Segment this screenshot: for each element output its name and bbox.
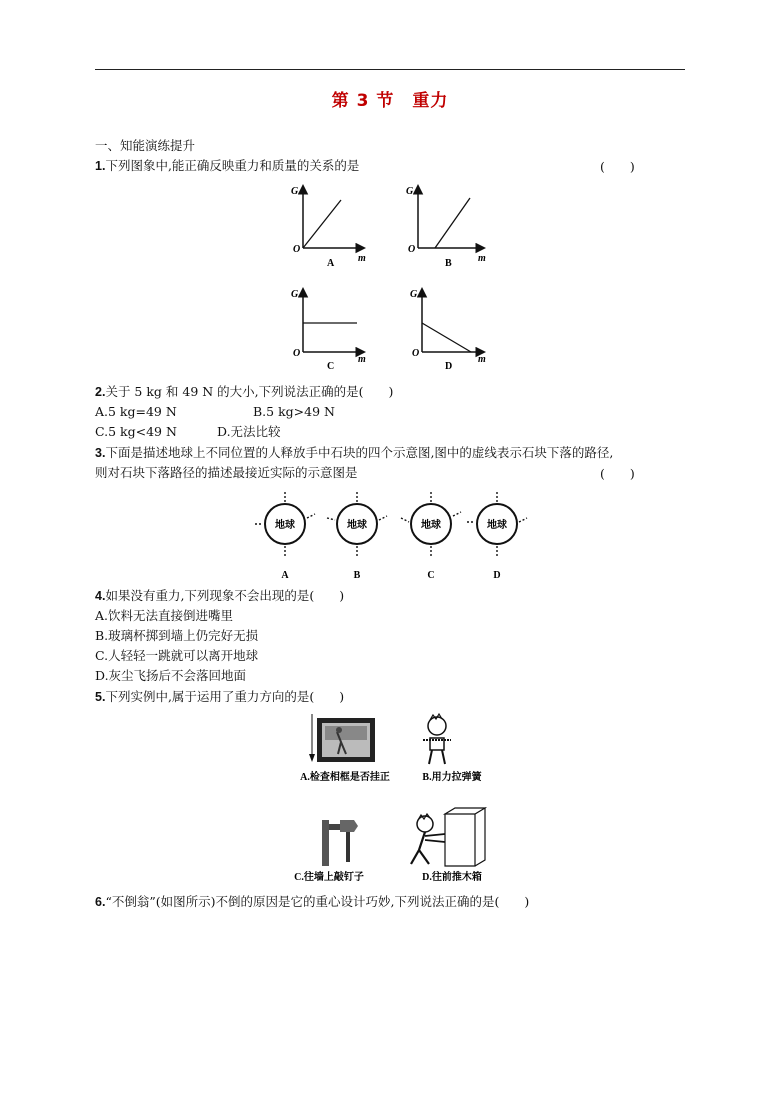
graph-b <box>406 186 486 269</box>
question-2 <box>95 383 393 401</box>
globe-b <box>327 492 387 581</box>
globe-label: D <box>493 570 501 581</box>
answer-paren-1: ( ) <box>600 159 635 174</box>
picture-frame-with-plumb-line <box>300 714 390 783</box>
question-5 <box>95 688 344 706</box>
globe-label: B <box>353 570 361 581</box>
question-3-line-2: 则对石块下落路径的描述最接近实际的示意图是 <box>95 465 358 480</box>
question-number: 6. <box>95 895 106 909</box>
origin-label: O <box>408 244 416 255</box>
axis-label-m: m <box>478 253 486 264</box>
graph-d <box>410 289 486 370</box>
q5-pictures-figure <box>285 712 500 892</box>
caption-a: A.检查相框是否挂正 <box>300 772 390 783</box>
graph-label: B <box>445 258 452 269</box>
question-number: 4. <box>95 589 106 603</box>
globe-text: 地球 <box>487 520 507 531</box>
question-text: 下列实例中,属于运用了重力方向的是( ) <box>105 689 345 704</box>
option-d: D.灰尘飞扬后不会落回地面 <box>95 668 247 683</box>
axis-label-g: G <box>291 289 299 300</box>
origin-label: O <box>293 348 301 359</box>
graph-c <box>291 289 366 370</box>
axis-label-g: G <box>410 289 418 300</box>
axis-label-g: G <box>406 186 414 197</box>
globe-text: 地球 <box>275 520 295 531</box>
question-6 <box>95 893 529 911</box>
q2-options-row-1 <box>95 403 335 421</box>
globe-a <box>255 492 315 581</box>
person-pushing-box <box>411 808 485 883</box>
question-text: 关于 5 kg 和 49 N 的大小,下列说法正确的是( ) <box>105 384 394 399</box>
question-text: “不倒翁”(如图所示)不倒的原因是它的重心设计巧妙,下列说法正确的是( ) <box>105 894 530 909</box>
q2-options-row-2 <box>95 423 281 441</box>
answer-paren-3: ( ) <box>600 466 635 481</box>
graph-label: C <box>327 361 335 370</box>
question-text-line-1: 下面是描述地球上不同位置的人释放手中石块的四个示意图,图中的虚线表示石块下落的路径, <box>105 445 614 460</box>
question-number: 2. <box>95 385 106 399</box>
hammer-and-wall <box>294 820 364 883</box>
person-pulling-spring <box>422 714 482 783</box>
caption-d: D.往前推木箱 <box>422 872 482 883</box>
question-number: 1. <box>95 159 106 173</box>
origin-label: O <box>412 348 420 359</box>
option-a: A.5 kg=49 N <box>95 404 177 419</box>
axis-label-m: m <box>478 354 486 365</box>
question-text: 下列图象中,能正确反映重力和质量的关系的是 <box>105 158 360 173</box>
q1-graphs-figure <box>285 182 495 370</box>
question-number: 3. <box>95 446 106 460</box>
graph-label: A <box>327 258 335 269</box>
axis-label-m: m <box>358 354 366 365</box>
globe-c <box>401 492 461 581</box>
question-text: 如果没有重力,下列现象不会出现的是( ) <box>105 588 345 603</box>
section-heading: 一、知能演练提升 <box>95 138 196 153</box>
axis-label-m: m <box>358 253 366 264</box>
option-c: C.5 kg<49 N <box>95 424 177 439</box>
graph-label: D <box>445 361 453 370</box>
option-b: B.5 kg>49 N <box>253 404 335 419</box>
globe-text: 地球 <box>347 520 367 531</box>
question-3 <box>95 444 613 462</box>
caption-b: B.用力拉弹簧 <box>422 772 482 783</box>
question-1 <box>95 157 359 175</box>
globe-d <box>467 492 527 581</box>
globe-text: 地球 <box>421 520 441 531</box>
question-4 <box>95 587 344 605</box>
page-title: 第 3 节 重力 <box>331 91 449 111</box>
option-c: C.人轻轻一跳就可以离开地球 <box>95 648 259 663</box>
question-number: 5. <box>95 690 106 704</box>
graph-a <box>291 186 366 269</box>
caption-c: C.往墙上敲钉子 <box>294 872 364 883</box>
axis-label-g: G <box>291 186 299 197</box>
option-a: A.饮料无法直接倒进嘴里 <box>95 608 234 623</box>
q3-globe-figure <box>255 488 535 582</box>
header-rule <box>95 69 685 70</box>
globe-label: A <box>281 570 289 581</box>
option-d: D.无法比较 <box>217 424 281 439</box>
option-b: B.玻璃杯掷到墙上仍完好无损 <box>95 628 259 643</box>
origin-label: O <box>293 244 301 255</box>
globe-label: C <box>427 570 435 581</box>
